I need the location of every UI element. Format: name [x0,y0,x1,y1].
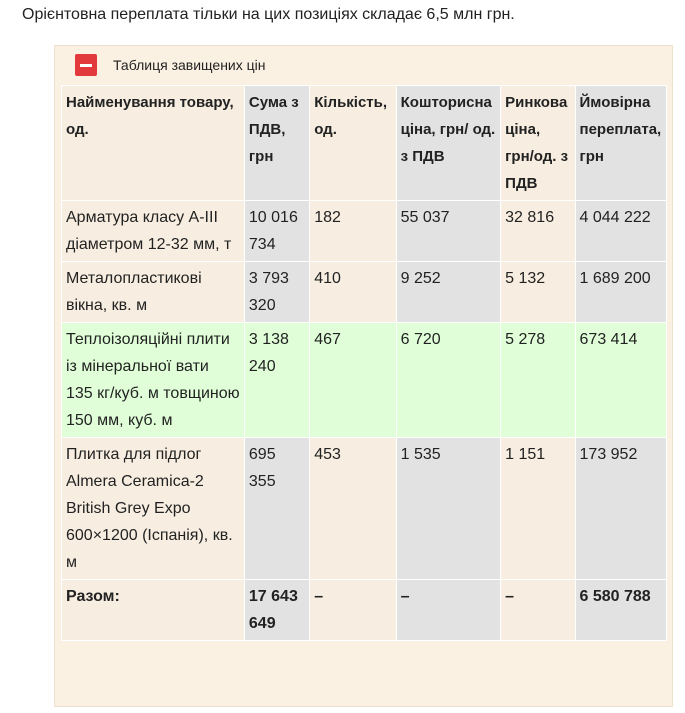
minus-icon [80,64,92,67]
header-cell-sum: Сума з ПДВ, грн [244,86,309,201]
cell-market-price: 1 151 [501,438,575,580]
cell-market-price: 5 278 [501,323,575,438]
cell-estimate-price: 55 037 [396,201,501,262]
cell-sum: 10 016 734 [244,201,309,262]
total-label: Разом: [62,580,245,641]
cell-sum: 695 355 [244,438,309,580]
cell-overpayment: 173 952 [575,438,666,580]
cell-estimate-price: 1 535 [396,438,501,580]
header-cell-overpayment: Ймовірна переплата, грн [575,86,666,201]
cell-market-price: 32 816 [501,201,575,262]
table-row [62,201,667,262]
cell-quantity: 182 [310,201,396,262]
table-row [62,262,667,323]
cell-name: Арматура класу А-ІІІ діаметром 12-32 мм, т [62,201,245,262]
header-cell-quantity: Кількість, од. [310,86,396,201]
total-estimate-price: – [396,580,501,641]
panel-title: Таблиця завищених цін [113,57,266,73]
header-cell-name: Найменування товару, од. [62,86,245,201]
cell-quantity: 453 [310,438,396,580]
cell-overpayment: 673 414 [575,323,666,438]
cell-estimate-price: 9 252 [396,262,501,323]
intro-text: Орієнтовна переплата тільки на цих позиціях складає 6,5 млн грн. [22,6,515,23]
total-market-price: – [501,580,575,641]
header-cell-estimate-price: Кошторисна ціна, грн/ од. з ПДВ [396,86,501,201]
cell-name: Плитка для підлог Almera Ceramica-2 British Grey Expo 600×1200 (Іспанія), кв. м [62,438,245,580]
cell-quantity: 467 [310,323,396,438]
panel-header[interactable] [75,53,266,77]
cell-overpayment: 1 689 200 [575,262,666,323]
cell-quantity: 410 [310,262,396,323]
cell-estimate-price: 6 720 [396,323,501,438]
cell-sum: 3 138 240 [244,323,309,438]
collapse-toggle-button[interactable] [75,54,97,76]
table-row [62,438,667,580]
cell-overpayment: 4 044 222 [575,201,666,262]
price-table-panel [54,45,673,707]
cell-name: Металопластикові вікна, кв. м [62,262,245,323]
table-row-highlighted [62,323,667,438]
cell-market-price: 5 132 [501,262,575,323]
total-overpayment: 6 580 788 [575,580,666,641]
total-quantity: – [310,580,396,641]
table-total-row [62,580,667,641]
total-sum: 17 643 649 [244,580,309,641]
cell-sum: 3 793 320 [244,262,309,323]
table-header-row [62,86,667,201]
header-cell-market-price: Ринкова ціна, грн/од. з ПДВ [501,86,575,201]
price-table [61,85,667,641]
cell-name: Теплоізоляційні плити із мінеральної вати 135 кг/куб. м товщиною 150 мм, куб. м [62,323,245,438]
